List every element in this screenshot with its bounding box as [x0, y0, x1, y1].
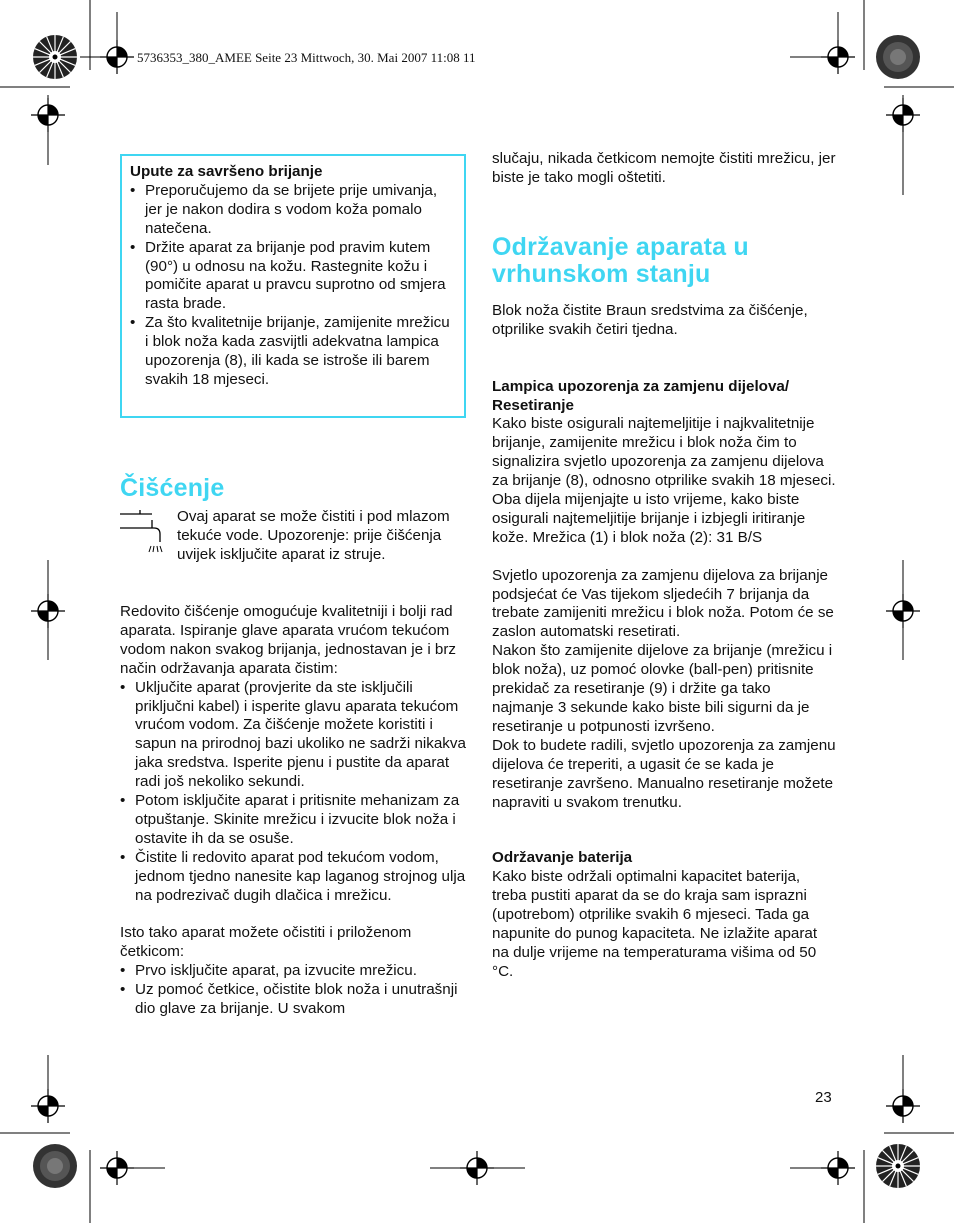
- list-item: • Za što kvalitetnije brijanje, zamijenite mrežicu i blok noža kada zasvijtli adekvatna lampica upozorenja (8), ili kada se istroše ili barem svakih 18 mjeseci.: [130, 314, 454, 390]
- list-item: • Preporučujemo da se brijete prije umivanja, jer je nakon dodira s vodom koža pomalo natečena.: [130, 182, 454, 239]
- list-item: • Uključite aparat (provjerite da ste isključili priključni kabel) i isperite glavu aparata tekućom vrućom vodom. Za čišćenje možete koristiti i sapun na prirodnoj bazi ukoliko ne sadrži nikakva jaka sredstva. Isperite pjenu i pustite da aparat radi još nekoliko sekundi.: [120, 679, 466, 792]
- tip-box-title: Upute za savršeno brijanje: [130, 163, 323, 180]
- cleaning-heading: Čišćenje: [120, 474, 225, 502]
- lamp-paragraph: Kako biste osigurali najtemeljitije i najkvalitetnije brijanje, zamijenite mrežicu i blok noža čim to signalizira svjetlo upozorenja za zamjenu dijelova za brijanje (8), odnosno otprilike svakih 18 mjeseci. Oba dijela mijenjajte u isto vrijeme, kako biste osigurali najtemeljitije brijanje i izbjegli iritiranje kože. Mrežica (1) i blok noža (2): 31 B/S: [492, 415, 836, 546]
- lamp-paragraph: Dok to budete radili, svjetlo upozorenja za zamjenu dijelova će treperiti, a ugasit će se kada je resetiranje završeno. Manualno resetiranje možete napraviti u svakom trenutku.: [492, 736, 836, 811]
- continued-text: slučaju, nikada četkicom nemojte čistiti mrežicu, jer biste je tako mogli oštetiti.: [492, 150, 836, 186]
- list-item: • Čistite li redovito aparat pod tekućom vodom, jednom tjedno nanesite kap laganog strojnog ulja na podrezivač dugih dlačica i mrežicu.: [120, 849, 466, 906]
- maintenance-intro: Blok noža čistite Braun sredstvima za čišćenje, otprilike svakih četiri tjedna.: [492, 301, 808, 338]
- list-item: • Potom isključite aparat i pritisnite mehanizam za otpuštanje. Skinite mrežicu i izvucite blok noža i ostavite ih da se osuše.: [120, 792, 466, 849]
- list-item: • Držite aparat za brijanje pod pravim kutem (90°) u odnosu na kožu. Rastegnite kožu i pomičite aparat u pravcu suprotno od smjera rasta brade.: [130, 239, 454, 315]
- cleaning-steps: [120, 679, 466, 906]
- list-item: • Prvo isključite aparat, pa izvucite mrežicu.: [120, 962, 466, 981]
- lamp-section-title: Lampica upozorenja za zamjenu dijelova/ Resetiranje: [492, 377, 790, 414]
- print-header: 5736353_380_AMEE Seite 23 Mittwoch, 30. Mai 2007 11:08 11: [137, 50, 476, 65]
- tip-box: [120, 154, 466, 418]
- water-note: Ovaj aparat se može čistiti i pod mlazom tekuće vode. Upozorenje: prije čišćenja uvijek isključite aparat iz struje.: [177, 508, 450, 563]
- page-number: 23: [815, 1089, 832, 1106]
- list-item: • Uz pomoć četkice, očistite blok noža i unutrašnji dio glave za brijanje. U svakom: [120, 981, 466, 1019]
- brush-steps: [120, 962, 466, 1019]
- lamp-paragraph: Nakon što zamijenite dijelove za brijanje (mrežicu i blok noža), uz pomoć olovke (ball-pen) pritisnite prekidač za resetiranje (9) i držite ga tako najmanje 3 sekunde kako biste bili sigurni da je resetiranje u potpunosti izvršeno.: [492, 642, 833, 735]
- cleaning-intro: Redovito čišćenje omogućuje kvalitetniji i bolji rad aparata. Ispiranje glave aparata vrućom tekućom vodom nakon svakog brijanja, jednostavan je i brz način održavanja aparata čistim:: [120, 603, 457, 677]
- tip-list: [130, 182, 454, 390]
- water-tap-icon: [118, 508, 168, 556]
- maintenance-heading: Održavanje aparata u vrhunskom stanju: [492, 232, 749, 288]
- right-column: [492, 150, 836, 982]
- battery-section-title: Održavanje baterija: [492, 849, 633, 867]
- brush-intro: Isto tako aparat možete očistiti i priloženom četkicom:: [120, 924, 412, 961]
- battery-paragraph: Kako biste održali optimalni kapacitet baterija, treba pustiti aparat da se do kraja sam isprazni (upotrebom) otprilike svakih 6 mjeseci. Tada ga napunite do punog kapaciteta. Ne izlažite aparat na dulje vrijeme na temperaturama višima od 50 °C.: [492, 868, 818, 980]
- lamp-paragraph: Svjetlo upozorenja za zamjenu dijelova za brijanje podsjećat će Vas tijekom sljedećih 7 brijanja da trebate zamijeniti mrežicu i blok noža. Potom će se zaslon automatski resetirati.: [492, 566, 834, 641]
- cleaning-body: [120, 603, 466, 1019]
